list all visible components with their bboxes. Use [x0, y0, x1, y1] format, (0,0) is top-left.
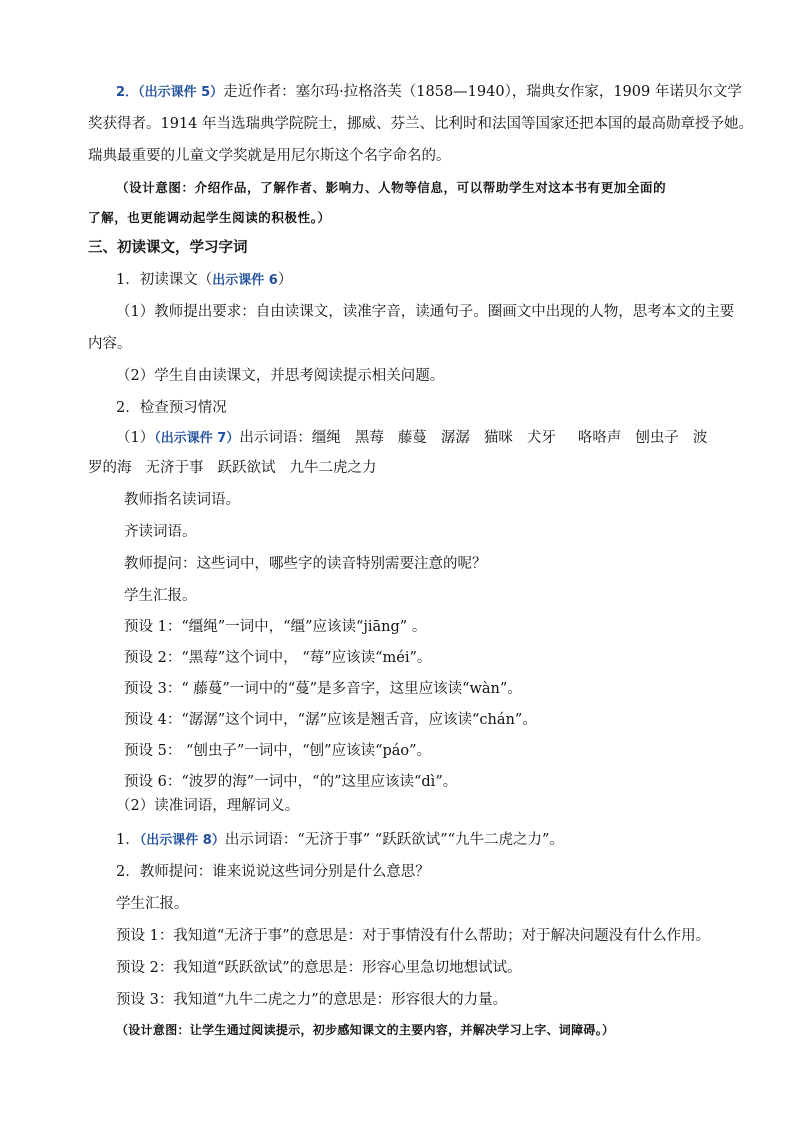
sub-item-1-line-1: （1）教师提出要求：自由读课文，读准字音，读通句子。圈画文中出现的人物，思考本文的主要	[116, 304, 735, 320]
item-2-heading: 2．检查预习情况	[116, 400, 227, 416]
step-line: 教师指名读词语。	[124, 492, 240, 508]
preset-line: 预设 6：“波罗的海”一词中，“的”这里应该读“dì”。	[124, 774, 458, 790]
vocab-word: 九牛二虎之力	[289, 460, 377, 476]
sub-item-2: （2）学生自由读课文，并思考阅读提示相关问题。	[116, 368, 445, 384]
section-heading: 三、初读课文，学习字词	[88, 240, 248, 256]
author-intro-line-2: 奖获得者。1914 年当选瑞典学院院士，挪威、芬兰、比利时和法国等国家还把本国的最高勋章授予她。	[88, 116, 754, 132]
item-4-line: 2．教师提问：谁来说说这些词分别是什么意思？	[116, 864, 430, 880]
preset-line: 预设 4：“潺潺”这个词中，“潺”应该是翘舌音，应该读“chán”。	[124, 712, 537, 728]
item-3-line: 1．（出示课件 8）出示词语：“无济于事” “跃跃欲试”“九牛二虎之力”。	[116, 832, 564, 848]
courseware-ref: 出示课件 7	[160, 431, 227, 446]
vocab-word: 罗的海	[88, 460, 132, 476]
courseware-ref: 出示课件 6	[212, 273, 278, 288]
vocab-word: 缰绳	[311, 430, 341, 446]
step-line: 齐读词语。	[124, 524, 197, 540]
vocab-word: 跃跃欲试	[217, 460, 276, 476]
courseware-ref: 出示课件 5	[144, 85, 211, 100]
vocab-word: 藤蔓	[397, 430, 427, 446]
preset-line: 预设 1：“缰绳”一词中，“缰”应该读“jiāng” 。	[124, 619, 427, 635]
vocab-word: 黑莓	[354, 430, 384, 446]
item-1-heading: 1．初读课文（出示课件 6）	[116, 272, 293, 288]
step-line: 学生汇报。	[124, 588, 197, 604]
author-intro-line-3: 瑞典最重要的儿童文学奖就是用尼尔斯这个名字命名的。	[88, 148, 451, 164]
vocab-line-2	[88, 458, 377, 478]
preset-line: 预设 5： “刨虫子”一词中，“刨”应该读“páo”。	[124, 743, 432, 759]
vocab-word: 无济于事	[145, 460, 204, 476]
meaning-line: 预设 3：我知道“九牛二虎之力”的意思是：形容很大的力量。	[116, 992, 508, 1008]
vocab-word: 咯咯声	[577, 430, 622, 446]
meaning-line: 预设 2：我知道“跃跃欲试”的意思是：形容心里急切地想试试。	[116, 960, 522, 976]
courseware-ref: 出示课件 8	[146, 833, 212, 848]
vocab-word: 刨虫子	[635, 430, 679, 446]
vocab-line-1: （1）（出示课件 7）出示词语：缰绳 黑莓 藤蔓 潺潺 猫咪 犬牙 咯咯声 刨虫子 波	[116, 430, 708, 446]
vocab-word: 潺潺	[440, 430, 470, 446]
sub-item-1-line-2: 内容。	[88, 336, 132, 352]
preset-line: 预设 2：“黑莓”这个词中， “莓”应该读“méi”。	[124, 650, 432, 666]
design-note-1-line-1: （设计意图：介绍作品，了解作者、影响力、人物等信息，可以帮助学生对这本书有更加全面的	[116, 180, 667, 195]
preset-line: 预设 3：“ 藤蔓”一词中的“蔓”是多音字，这里应该读“wàn”。	[124, 681, 522, 697]
meaning-line: 预设 1：我知道“无济于事”的意思是：对于事情没有什么帮助；对于解决问题没有什么作用。	[116, 928, 711, 944]
vocab-word: 猫咪	[483, 430, 513, 446]
step-line: 教师提问：这些词中，哪些字的读音特别需要注意的呢？	[124, 556, 487, 572]
vocab-word: 犬牙	[526, 430, 556, 446]
design-note-2: （设计意图：让学生通过阅读提示，初步感知课文的主要内容，并解决学习上字、词障碍。）	[116, 1023, 615, 1037]
author-intro-line-1: 2．（出示课件 5）走近作者：塞尔玛·拉格洛芙（1858—1940），瑞典女作家，1909 年诺贝尔文学	[116, 84, 742, 100]
design-note-1-line-2: 了解，也更能调动起学生阅读的积极性。）	[88, 210, 331, 225]
sub-item-3: （2）读准词语，理解词义。	[116, 798, 300, 814]
vocab-word: 波	[692, 430, 708, 446]
item-number: 2．	[116, 85, 139, 100]
report-line: 学生汇报。	[116, 896, 189, 912]
